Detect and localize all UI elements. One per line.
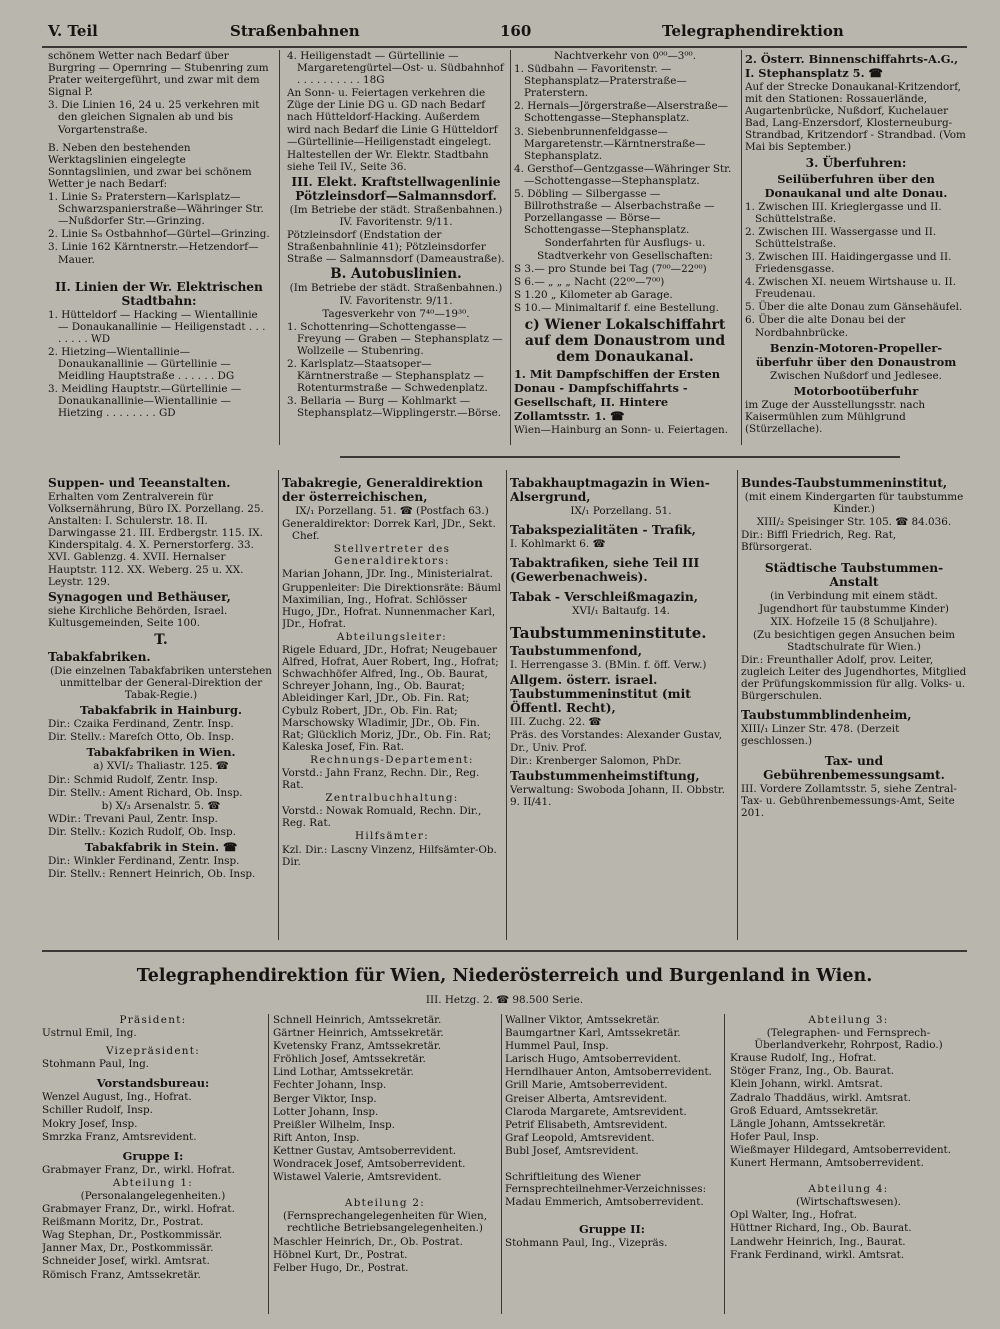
person-line: Graf Leopold, Amtsrevident. xyxy=(505,1131,655,1144)
bottom-column-2 xyxy=(273,1014,497,1314)
label: Abteilung 1: xyxy=(112,1176,194,1189)
paragraph: Tagesverkehr von 7⁴⁰—19³⁰. xyxy=(322,307,470,320)
person-line: Madau Emmerich, Amtsoberrevident. xyxy=(505,1196,704,1209)
section-heading: Tabakspezialitäten - Trafik, xyxy=(510,523,696,538)
person-line: Dir.: Winkler Ferdinand, Zentr. Insp. xyxy=(48,854,240,867)
section-heading: Allgem. österr. israel. Taubstummeninstitut (mit Öffentl. Recht), xyxy=(510,673,691,716)
header-title: Telegraphendirektion xyxy=(662,22,844,40)
paragraph: Zwischen Nußdorf und Jedlesee. xyxy=(770,369,942,382)
person-line: Lotter Johann, Insp. xyxy=(273,1105,379,1118)
label: Abteilung 2: xyxy=(344,1197,426,1210)
address-line: I. Herrengasse 3. (BMin. f. öff. Verw.) xyxy=(510,659,707,672)
person-line: Groß Eduard, Amtssekretär. xyxy=(730,1104,879,1117)
subsection-heading: Gruppe II: xyxy=(578,1222,645,1237)
paragraph: B. Neben den bestehenden Werktagslinien eingelegte Sonntagslinien, und zwar bei schönem Wetter je nach Bedarf: xyxy=(48,141,252,190)
person-line: Smrzka Franz, Amtsrevident. xyxy=(42,1130,197,1143)
person-line: Grabmayer Franz, Dr., wirkl. Hofrat. xyxy=(42,1203,235,1216)
paragraph: (Telegraphen- und Fernsprech-Überlandverkehr, Rohrpost, Radio.) xyxy=(754,1027,943,1052)
person-line: Dir.: Freunthaller Adolf, prov. Leiter, zugleich Leiter des Jugendhortes, Mitglied der Prüfungskommission für allg. Volks- u. Bürgerschulen. xyxy=(741,653,967,703)
person-line: Verwaltung: Swoboda Johann, II. Obbstr. 9. II/41. xyxy=(510,783,725,808)
label: Rechnungs-Departement: xyxy=(310,753,474,766)
section-heading: Bundes-Taubstummeninstitut, xyxy=(741,476,948,490)
person-line: Stohmann Paul, Ing. xyxy=(42,1058,150,1071)
paragraph: (Personalangelegenheiten.) xyxy=(80,1189,226,1202)
paragraph: (Zu besichtigen gegen Ansuchen beim Stadtschulrate für Wien.) xyxy=(753,628,955,653)
subsection-heading: Tabakfabriken in Wien. xyxy=(86,745,236,760)
paragraph: (Die einzelnen Tabakfabriken unterstehen unmittelbar der General-Direktion der Tabak-Regie.) xyxy=(50,664,272,702)
subsection-heading: 1. Mit Dampfschiffen der Ersten Donau - Dampfschiffahrts - Gesellschaft, II. Hintere Zollamtsstr. 1. ☎ xyxy=(514,366,721,423)
paragraph: Pötzleinsdorf (Endstation der Straßenbahnlinie 41); Pötzleinsdorfer Straße — Salmannsdorf (Dameaustraße). xyxy=(287,229,505,266)
label: Präsident: xyxy=(119,1014,187,1026)
top-column-1 xyxy=(48,50,270,445)
person-line: Längle Johann, Amtssekretär. xyxy=(730,1117,886,1130)
tariff-row: S 6.— „ „ „ Nacht (22⁰⁰—7⁰⁰) xyxy=(514,275,665,288)
paragraph: Gruppenleiter: Die Direktionsräte: Bäuml Maximilian, Ing., Hofrat. Schlösser Hugo, JDr., Hofrat. Nunnenmacher Karl, JDr., Hofrat. xyxy=(282,581,501,630)
person-line: Krause Rudolf, Ing., Hofrat. xyxy=(730,1052,877,1065)
section-heading: Suppen- und Teeanstalten. xyxy=(48,476,231,490)
person-line: Janner Max, Dr., Postkommissär. xyxy=(42,1242,214,1255)
paragraph: Erhalten vom Zentralverein für Volksernährung, Büro IX. Porzellang. 25. Anstalten: I. Schulerstr. 18. II. Darwingasse 21. III. Erdbergstr. 115. IX. Kinderspitalg. 4. X. Pernerstorferg. 33. XVI. Gablenzg. 4. XVII. Hernalser Hauptstr. 112. XX. Weberg. 25 u. XX. Leystr. 129. xyxy=(48,491,264,588)
person-line: Römisch Franz, Amtssekretär. xyxy=(42,1268,201,1281)
person-line: Dir.: Schmid Rudolf, Zentr. Insp. xyxy=(48,773,218,786)
paragraph: Sonderfahrten für Ausflugs- u. Stadtverkehr von Gesellschaften: xyxy=(537,237,713,262)
paragraph: Auf der Strecke Donaukanal-Kritzendorf, mit den Stationen: Rossauerlände, Augartenbrücke, Nußdorf, Kuchelauer Bad, Lang-Enzersdorf, Klosterneuburg-Strandbad, Kritzendorf - Strandbad. (Vom Mai bis September.) xyxy=(745,81,966,154)
bottom-column-3 xyxy=(505,1014,719,1314)
person-line: Reißmann Moritz, Dr., Postrat. xyxy=(42,1216,204,1229)
subsection-heading: Motorbootüberfuhr xyxy=(793,383,919,398)
paragraph: 2. Karlsplatz—Staatsoper—Kärntnerstraße — Stephansplatz — Rotenturmstraße — Schwedenplatz. xyxy=(287,357,488,395)
section-heading: Tabakregie, Generaldirektion der österreichischen, xyxy=(282,476,483,504)
paragraph: 4. Zwischen XI. neuem Wirtshause u. II. Freudenau. xyxy=(745,276,957,301)
section-title: Telegraphendirektion für Wien, Niederösterreich und Burgenland in Wien. xyxy=(136,966,873,986)
person-line: Höbnel Kurt, Dr., Postrat. xyxy=(273,1248,408,1261)
column-rule xyxy=(737,470,738,940)
paragraph: 4. Gersthof—Gentzgasse—Währinger Str.—Schottengasse—Stephansplatz. xyxy=(514,162,732,187)
address-line: a) XVI/₂ Thaliastr. 125. ☎ xyxy=(93,760,229,773)
mid-column-2 xyxy=(282,474,502,944)
section-heading: Tax- und Gebührenbemessungsamt. xyxy=(763,753,945,782)
paragraph: Generaldirektor: Dorrek Karl, JDr., Sekt. Chef. xyxy=(282,518,496,543)
person-line: Petrif Elisabeth, Amtsrevident. xyxy=(505,1118,668,1131)
person-line: Herndlhauer Anton, Amtsoberrevident. xyxy=(505,1066,712,1079)
person-line: Schiller Rudolf, Insp. xyxy=(42,1104,153,1117)
paragraph: 1. Südbahn — Favoritenstr. — Stephansplatz—Praterstraße—Praterstern. xyxy=(514,63,687,100)
section-heading: Tabakfabriken. xyxy=(48,649,151,664)
section-heading: Tabak - Verschleißmagazin, xyxy=(510,590,698,605)
person-line: Kunert Hermann, Amtsoberrevident. xyxy=(730,1157,924,1170)
section-heading: Taubstummenheimstiftung, xyxy=(510,768,700,783)
column-rule xyxy=(741,50,742,445)
person-line: Dir.: Biffl Friedrich, Reg. Rat, Bfürsorgerat. xyxy=(741,529,897,554)
address-line: I. Kohlmarkt 6. ☎ xyxy=(510,538,606,551)
paragraph: 6. Über die alte Donau bei der Nordbahnbrücke. xyxy=(745,314,906,339)
person-line: Stohmann Paul, Ing., Vizepräs. xyxy=(505,1237,668,1250)
person-line: Zadralo Thaddäus, wirkl. Amtsrat. xyxy=(730,1091,911,1104)
section-heading: 3. Überfuhren: xyxy=(805,155,907,170)
person-line: Dir.: Czaika Ferdinand, Zentr. Insp. xyxy=(48,718,234,731)
section-heading: Taubstummenfond, xyxy=(510,644,642,659)
person-line: Wenzel August, Ing., Hofrat. xyxy=(42,1091,192,1104)
header-part: V. Teil xyxy=(48,22,98,40)
person-line: Präs. des Vorstandes: Alexander Gustav, Dr., Univ. Prof. xyxy=(510,729,723,754)
person-line: Dir. Stellv.: Rennert Heinrich, Ob. Insp. xyxy=(48,868,256,881)
person-line: Wießmayer Hildegard, Amtsoberrevident. xyxy=(730,1143,951,1156)
person-line: Wallner Viktor, Amtssekretär. xyxy=(505,1014,660,1026)
subsection-heading: Gruppe I: xyxy=(122,1148,184,1163)
page-number: 160 xyxy=(500,22,532,40)
paragraph: (in Verbindung mit einem städt. Jugendhort für taubstumme Kinder) xyxy=(759,590,949,615)
section-heading: II. Linien der Wr. Elektrischen Stadtbahn: xyxy=(55,279,263,308)
subsection-heading: 2. Österr. Binnenschiffahrts-A.G., I. Stephansplatz 5. ☎ xyxy=(745,52,959,80)
top-column-3 xyxy=(514,50,736,445)
section-heading: Taubstummblindenheim, xyxy=(741,708,912,723)
person-line: Greiser Alberta, Amtsrevident. xyxy=(505,1092,668,1105)
bottom-column-1 xyxy=(42,1014,264,1314)
subsection-heading: Tabakfabrik in Stein. ☎ xyxy=(84,839,238,854)
paragraph: (Fernsprechangelegenheiten für Wien, rechtliche Betriebsangelegenheiten.) xyxy=(282,1210,488,1235)
subsection-heading: Benzin-Motoren-Propeller-überfuhr über den Donaustrom xyxy=(755,340,957,369)
top-column-2 xyxy=(287,50,505,445)
paragraph: Nachtverkehr von 0⁰⁰—3⁰⁰. xyxy=(553,50,697,62)
tariff-row: S 3.— pro Stunde bei Tag (7⁰⁰—22⁰⁰) xyxy=(514,262,707,275)
paragraph: 2. Linie S₈ Ostbahnhof—Gürtel—Grinzing. xyxy=(48,228,270,241)
label: Zentralbuchhaltung: xyxy=(325,792,459,805)
address-line: III. Hetzg. 2. ☎ 98.500 Serie. xyxy=(425,994,584,1006)
paragraph: 3. Die Linien 16, 24 u. 25 verkehren mit den gleichen Signalen ab und bis Vorgartenstraße. xyxy=(48,99,260,136)
paragraph: 3. Siebenbrunnenfeldgasse—Margaretenstr.—Kärntnerstraße—Stephansplatz. xyxy=(514,125,706,162)
person-line: Lind Lothar, Amtssekretär. xyxy=(273,1066,414,1079)
header-rule xyxy=(42,46,967,48)
label: Abteilungsleiter: xyxy=(336,630,448,643)
section-heading: Tabaktrafiken, siehe Teil III (Gewerbenachweis). xyxy=(510,556,700,585)
tariff-row: S 10.— Minimaltarif f. eine Bestellung. xyxy=(514,301,719,314)
address-line: III. Zuchg. 22. ☎ xyxy=(510,716,602,729)
label: Abteilung 3: xyxy=(808,1014,889,1026)
tariff-row: S 1.20 „ Kilometer ab Garage. xyxy=(514,288,673,301)
person-line: Schneider Josef, wirkl. Amtsrat. xyxy=(42,1255,210,1268)
label: Abteilung 4: xyxy=(808,1183,889,1196)
person-line: Baumgartner Karl, Amtssekretär. xyxy=(505,1027,681,1040)
person-line: Hüttner Richard, Ing., Ob. Baurat. xyxy=(730,1222,912,1235)
paragraph: 1. Hütteldorf — Hacking — Wientallinie — Donaukanallinie — Heiligenstadt . . . . . . . . WD xyxy=(48,308,266,345)
paragraph: 5. Über die alte Donau zum Gänsehäufel. xyxy=(745,301,963,314)
address-line: b) X/₃ Arsenalstr. 5. ☎ xyxy=(101,799,221,812)
address-line: XIX. Hofzeile 15 (8 Schuljahre). xyxy=(770,615,938,628)
person-line: Bubl Josef, Amtsrevident. xyxy=(505,1144,639,1157)
person-line: Fechter Johann, Insp. xyxy=(273,1079,387,1092)
section-heading: Städtische Taubstummen-Anstalt xyxy=(764,561,944,590)
person-line: WDir.: Trevani Paul, Zentr. Insp. xyxy=(48,812,218,825)
person-line: Stöger Franz, Ing., Ob. Baurat. xyxy=(730,1065,895,1078)
subsection-heading: Tabakfabrik in Hainburg. xyxy=(80,703,242,718)
person-line: Dir. Stellv.: Kozich Rudolf, Ob. Insp. xyxy=(48,825,236,838)
person-line: Opl Walter, Ing., Hofrat. xyxy=(730,1209,858,1222)
column-rule xyxy=(279,50,280,445)
section-heading: Synagogen und Bethäuser, xyxy=(48,589,231,604)
person-line: Wondracek Josef, Amtsoberrevident. xyxy=(273,1158,466,1171)
person-line: Marian Johann, JDr. Ing., Ministerialrat. xyxy=(282,568,493,581)
person-line: Dir.: Krenberger Salomon, PhDr. xyxy=(510,754,682,767)
person-line: Preißler Wilhelm, Insp. xyxy=(273,1118,395,1131)
paragraph: schönem Wetter nach Bedarf über Burgring — Opernring — Stubenring zum Prater weitergeführt, und zwar mit dem Signal P. xyxy=(48,50,269,99)
column-rule xyxy=(268,1014,269,1314)
bottom-column-4 xyxy=(730,1014,967,1314)
person-line: Berger Viktor, Insp. xyxy=(273,1092,377,1105)
column-rule xyxy=(510,50,511,445)
person-line: Hofer Paul, Insp. xyxy=(730,1130,820,1143)
column-rule xyxy=(724,1014,725,1314)
paragraph: 1. Schottenring—Schottengasse—Freyung — Graben — Stephansplatz — Wollzeile — Stubenring. xyxy=(287,320,503,357)
paragraph: 2. Hernals—Jörgerstraße—Alserstraße—Schottengasse—Stephansplatz. xyxy=(514,100,729,125)
paragraph: 3. Linie 162 Kärntnerstr.—Hetzendorf—Mauer. xyxy=(48,241,259,266)
paragraph: 5. Döbling — Silbergasse — Billrothstraße — Alserbachstraße — Porzellangasse — Börse—Schottengasse—Stephansplatz. xyxy=(514,188,715,237)
person-line: Dir. Stellv.: Ament Richard, Ob. Insp. xyxy=(48,786,243,799)
mid-column-3 xyxy=(510,474,732,944)
address-line: IX/₁ Porzellang. 51. ☎ (Postfach 63.) xyxy=(295,505,489,517)
person-line: Grabmayer Franz, Dr., wirkl. Hofrat. xyxy=(42,1163,235,1176)
label: Stellvertreter des Generaldirektors: xyxy=(333,543,451,568)
section-rule xyxy=(42,950,967,952)
paragraph: 3. Meidling Hauptstr.—Gürtellinie — Donaukanallinie—Wientallinie — Hietzing . . . . . . . . GD xyxy=(48,383,242,420)
person-line: Frank Ferdinand, wirkl. Amtsrat. xyxy=(730,1248,905,1261)
top-column-4 xyxy=(745,50,967,445)
label: Hilfsämter: xyxy=(354,830,430,843)
address-line: IX/₁ Porzellang. 51. xyxy=(570,505,672,517)
paragraph: 1. Zwischen III. Krieglergasse und II. Schüttelstraße. xyxy=(745,200,942,225)
letter-heading: T. xyxy=(154,631,168,648)
section-heading: III. Elekt. Kraftstellwagenlinie Pötzleinsdorf—Salmannsdorf. xyxy=(291,174,501,203)
column-rule xyxy=(278,470,279,940)
person-line: Wag Stephan, Dr., Postkommissär. xyxy=(42,1229,223,1242)
paragraph: Haltestellen der Wr. Elektr. Stadtbahn siehe Teil IV., Seite 36. xyxy=(287,148,489,173)
paragraph: (mit einem Kindergarten für taubstumme Kinder.) xyxy=(744,491,964,516)
person-line: Schnell Heinrich, Amtssekretär. xyxy=(273,1014,442,1026)
person-line: Kvetensky Franz, Amtssekretär. xyxy=(273,1040,441,1053)
person-line: Landwehr Heinrich, Ing., Baurat. xyxy=(730,1235,906,1248)
header-section: Straßenbahnen xyxy=(230,22,360,40)
paragraph: Wien—Hainburg an Sonn- u. Feiertagen. xyxy=(514,423,729,436)
column-rule xyxy=(501,1014,502,1314)
paragraph: 3. Zwischen III. Haidingergasse und II. Friedensgasse. xyxy=(745,250,952,276)
address-line: XIII/₂ Speisinger Str. 105. ☎ 84.036. xyxy=(756,516,952,529)
person-line: Larisch Hugo, Amtsoberrevident. xyxy=(505,1053,681,1066)
person-line: Maschler Heinrich, Dr., Ob. Postrat. xyxy=(273,1235,463,1248)
person-line: Vorstd.: Jahn Franz, Rechn. Dir., Reg. Rat. xyxy=(282,766,480,792)
paragraph: 2. Hietzing—Wientallinie—Donaukanallinie — Gürtellinie — Meidling Hauptstraße . . . . . . DG xyxy=(48,345,235,383)
address-line: XIII/₁ Linzer Str. 478. (Derzeit geschlossen.) xyxy=(741,723,900,748)
subsection-heading: Seilüberfuhren über den Donaukanal und alte Donau. xyxy=(764,171,948,200)
paragraph: (Im Betriebe der städt. Straßenbahnen.) IV. Favoritenstr. 9/11. xyxy=(289,282,503,307)
person-line: Fröhlich Josef, Amtssekretär. xyxy=(273,1053,426,1066)
person-line: Grill Marie, Amtsoberrevident. xyxy=(505,1079,668,1092)
address-line: XVI/₁ Baltaufg. 14. xyxy=(572,605,670,618)
person-line: Wistawel Valerie, Amtsrevident. xyxy=(273,1171,442,1184)
label: Vizepräsident: xyxy=(105,1045,201,1058)
person-line: Ustrnul Emil, Ing. xyxy=(42,1027,137,1040)
person-line: Hummel Paul, Insp. xyxy=(505,1040,609,1053)
section-heading: Tabakhauptmagazin in Wien-Alsergrund, xyxy=(510,476,710,504)
paragraph: im Zuge der Ausstellungsstr. nach Kaisermühlen zum Mühlgrund (Stürzellache). xyxy=(745,398,926,435)
section-heading: c) Wiener Lokalschiffahrt auf dem Donaustrom und dem Donaukanal. xyxy=(524,316,726,365)
person-line: Kettner Gustav, Amtsoberrevident. xyxy=(273,1144,457,1157)
column-rule xyxy=(506,470,507,940)
mid-column-4 xyxy=(741,474,967,944)
paragraph: (Wirtschaftswesen). xyxy=(796,1196,901,1209)
paragraph: Rigele Eduard, JDr., Hofrat; Neugebauer Alfred, Hofrat, Auer Robert, Ing., Hofrat; Schwachhöfer Alfred, Ing., Ob. Baurat, Schreyer Johann, Ing., Ob. Baurat; Ableidinger Karl, JDr., Ob. Fin. Rat; Cybulz Robert, JDr., Ob. Fin. Rat; Marschowsky Wladimir, JDr., Ob. Fin. Rat; Glücklich Moriz, JDr., Ob. Fin. Rat; Kaleska Josef, Fin. Rat. xyxy=(282,644,499,753)
person-line: Klein Johann, wirkl. Amtsrat. xyxy=(730,1078,883,1091)
person-line: Felber Hugo, Dr., Postrat. xyxy=(273,1261,409,1274)
person-line: Rift Anton, Insp. xyxy=(273,1131,360,1144)
paragraph: III. Vordere Zollamtsstr. 5, siehe Zentral-Tax- u. Gebührenbemessungs-Amt, Seite 201. xyxy=(741,782,957,819)
person-line: Claroda Margarete, Amtsrevident. xyxy=(505,1105,687,1118)
section-heading: B. Autobuslinien. xyxy=(330,266,462,283)
person-line: Mokry Josef, Insp. xyxy=(42,1117,138,1130)
paragraph: 3. Bellaria — Burg — Kohlmarkt — Stephansplatz—Wipplingerstr.—Börse. xyxy=(287,395,502,420)
subsection-heading: Vorstandsbureau: xyxy=(96,1076,210,1091)
section-rule xyxy=(340,456,900,458)
mid-column-1 xyxy=(48,474,274,944)
section-heading: Taubstummeninstitute. xyxy=(510,624,707,643)
person-line: Dir. Stellv.: Mareſch Otto, Ob. Insp. xyxy=(48,731,235,744)
paragraph: 2. Zwischen III. Wassergasse und II. Schüttelstraße. xyxy=(745,225,937,250)
paragraph: 4. Heiligenstadt — Gürtellinie — Margaretengürtel—Ost- u. Südbahnhof . . . . . . . . . . 18G xyxy=(287,50,504,87)
person-line: Kzl. Dir.: Lascny Vinzenz, Hilfsämter-Ob. Dir. xyxy=(282,843,497,868)
person-line: Vorstd.: Nowak Romuald, Rechn. Dir., Reg. Rat. xyxy=(282,805,482,830)
paragraph: 1. Linie S₂ Praterstern—Karlsplatz—Schwarzspanierstraße—Währinger Str.—Nußdorfer Str.—Grinzing. xyxy=(48,191,264,228)
person-line: Gärtner Heinrich, Amtssekretär. xyxy=(273,1027,444,1040)
paragraph: An Sonn- u. Feiertagen verkehren die Züge der Linie DG u. GD nach Bedarf nach Hütteldorf-Hacking. Außerdem wird nach Bedarf die Linie G Hütteldorf—Gürtellinie—Heiligenstadt eingelegt. xyxy=(287,87,498,148)
paragraph: (Im Betriebe der städt. Straßenbahnen.) IV. Favoritenstr. 9/11. xyxy=(289,203,503,229)
paragraph: Schriftleitung des Wiener Fernsprechteilnehmer-Verzeichnisses: xyxy=(505,1171,707,1196)
paragraph: siehe Kirchliche Behörden, Israel. Kultusgemeinden, Seite 100. xyxy=(48,604,228,629)
